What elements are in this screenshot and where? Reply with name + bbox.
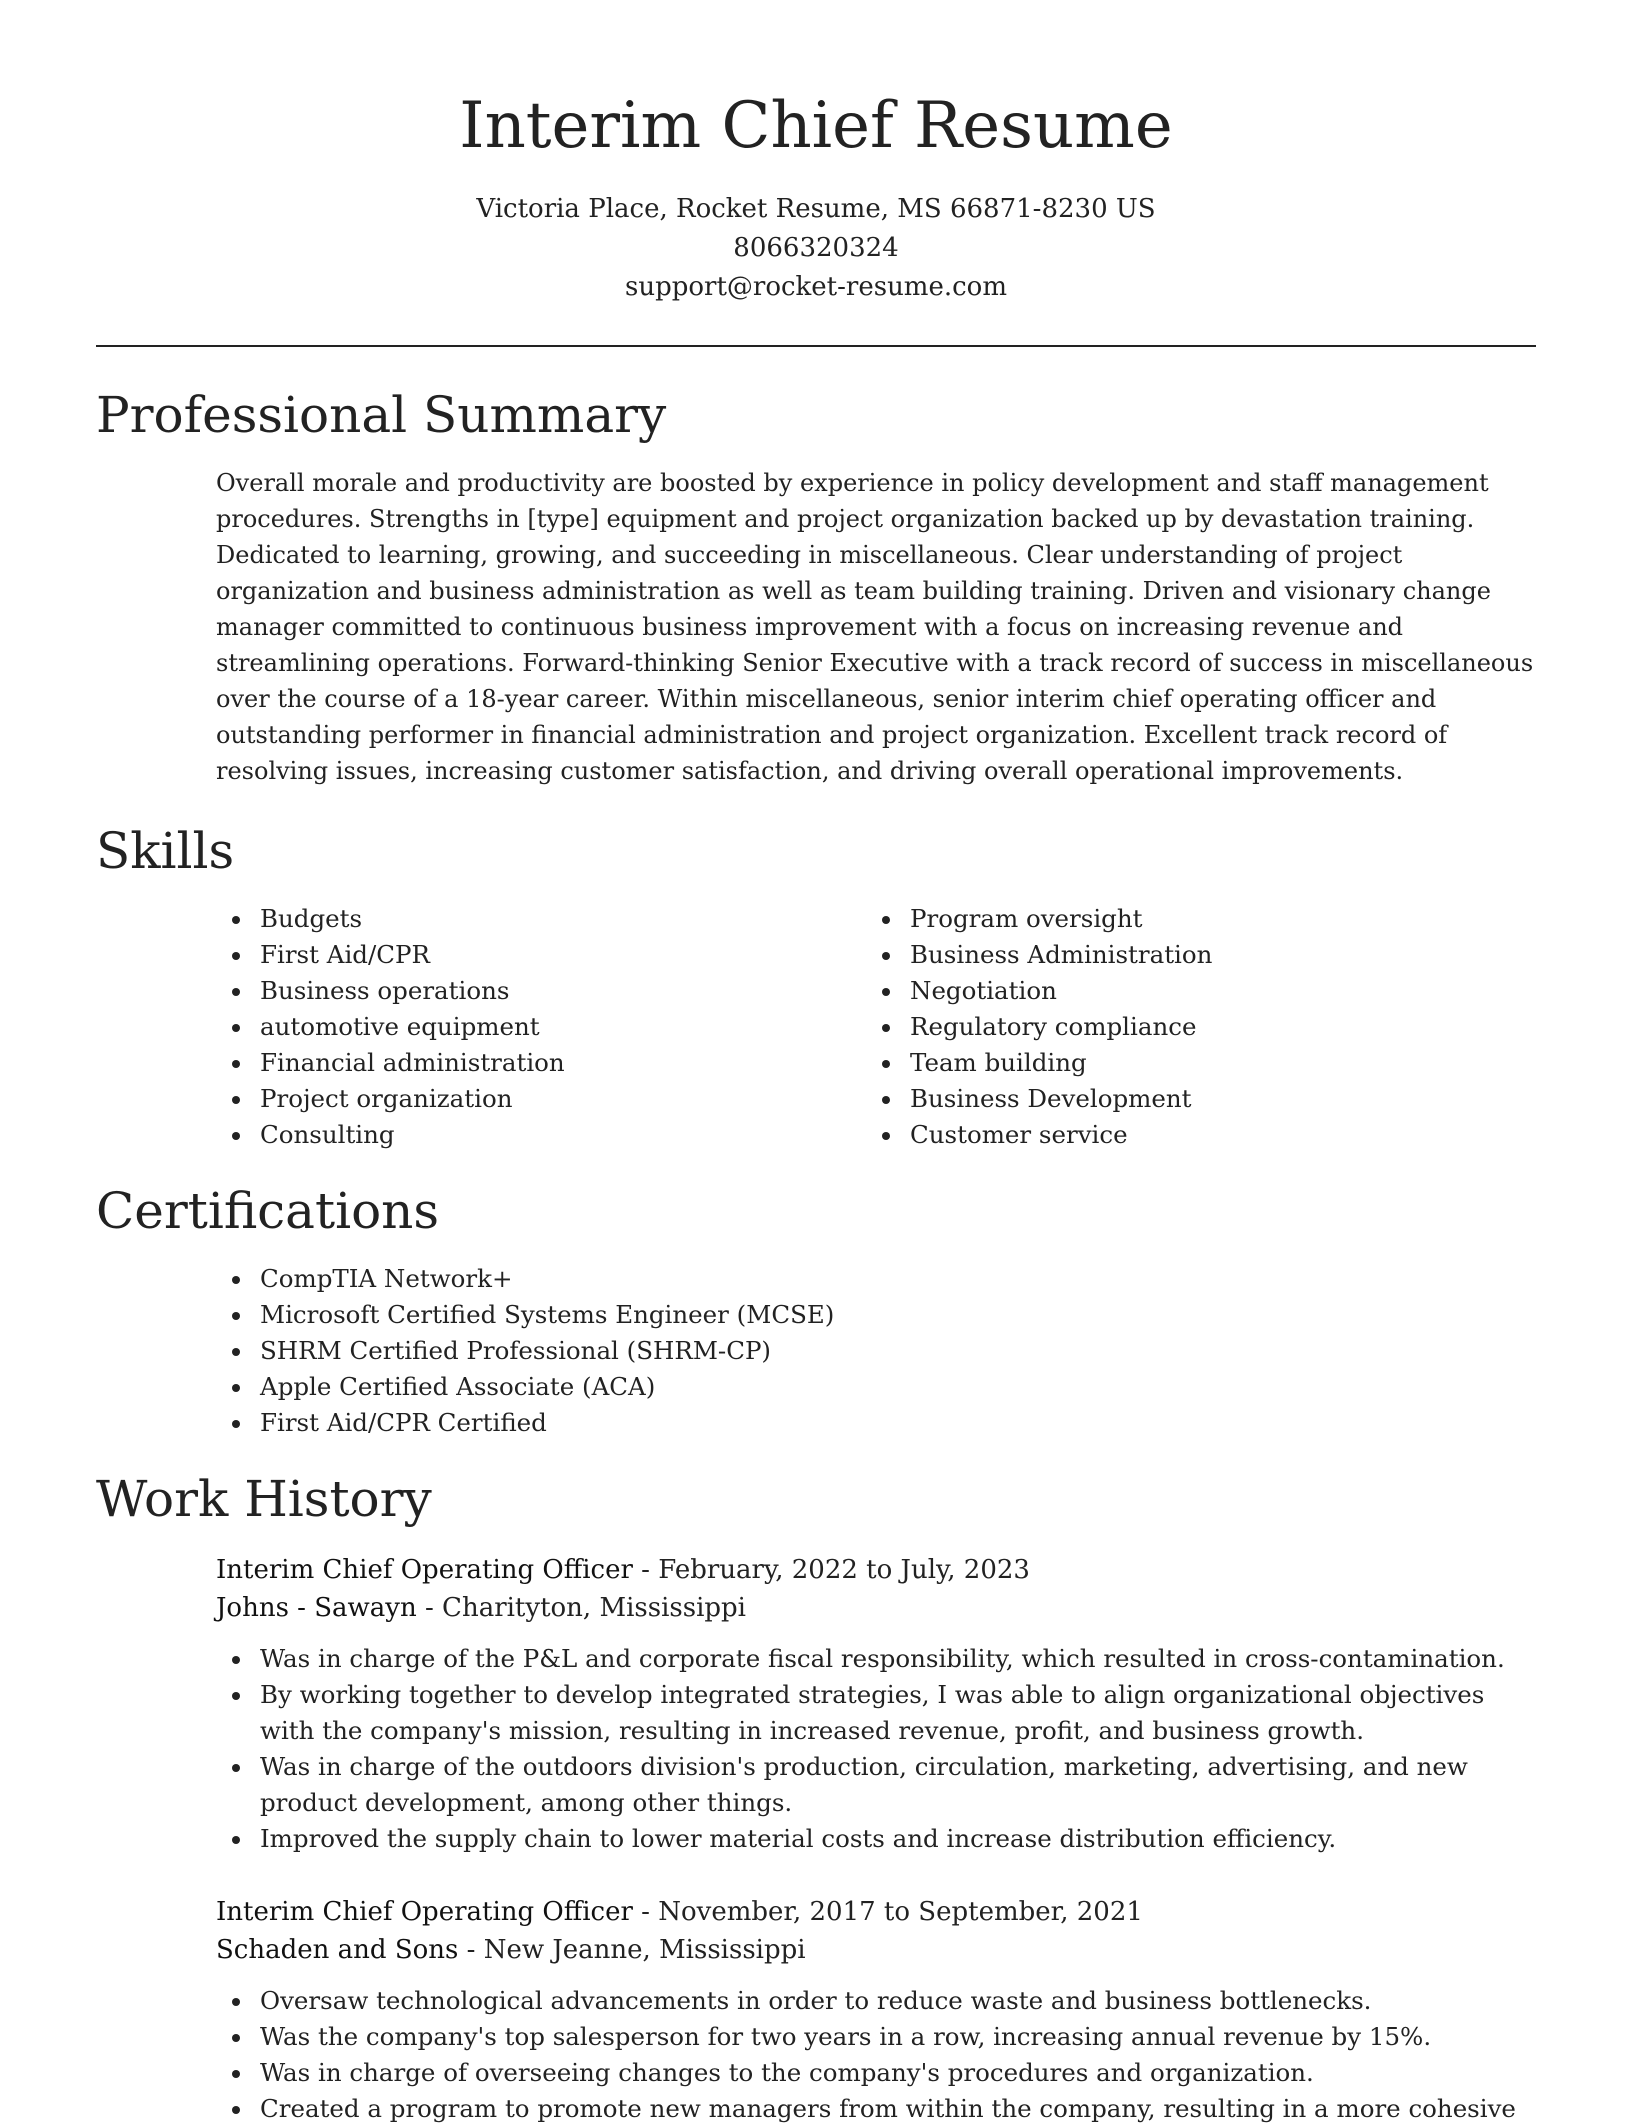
job-company: Schaden and Sons — [216, 1935, 459, 1965]
contact-phone: 8066320324 — [733, 233, 899, 263]
summary-text: Overall morale and productivity are boosted by experience in policy development and staff management procedures. Strengths in [type] equipment and project organization backed up by devastation training. Dedicated to learning, growing, and succeeding in miscellaneous. Clear understanding of project organization and business administration as well as team building training. Driven and visionary change manager committed to continuous business improvement with a focus on increasing revenue and streamlining operations. Forward-thinking Senior Executive with a track record of success in miscellaneous over the course of a 18-year career. Within miscellaneous, senior interim chief operating officer and outstanding performer in financial administration and project organization. Excellent track record of resolving issues, increasing customer satisfaction, and driving overall operational improvements. — [216, 469, 1534, 785]
job-bullet: Was the company's top salesperson for two years in a row, increasing annual revenue by 15%. — [216, 2019, 1541, 2055]
certification-item: Apple Certified Associate (ACA) — [216, 1369, 1536, 1405]
skills-list-left — [216, 901, 866, 1153]
certification-item: First Aid/CPR Certified — [216, 1405, 1536, 1441]
job-bullet: Oversaw technological advancements in order to reduce waste and business bottlenecks. — [216, 1983, 1541, 2019]
summary-section — [96, 383, 1536, 789]
skill-item: Business operations — [216, 973, 866, 1009]
job-company-line — [216, 1589, 1536, 1627]
skill-item: Business Administration — [866, 937, 1516, 973]
skills-list-right — [866, 901, 1516, 1153]
header-divider — [96, 345, 1536, 347]
skill-item: Financial administration — [216, 1045, 866, 1081]
work-history-section — [96, 1467, 1536, 2127]
job-bullet: Was in charge of the P&L and corporate fiscal responsibility, which resulted in cross-contamination. — [216, 1641, 1541, 1677]
job-title-line — [216, 1893, 1536, 1931]
job-title-line — [216, 1551, 1536, 1589]
job-bullet: By working together to develop integrated strategies, I was able to align organizational objectives with the company's mission, resulting in increased revenue, profit, and business growth. — [216, 1677, 1541, 1749]
skill-item: Program oversight — [866, 901, 1516, 937]
skill-item: Business Development — [866, 1081, 1516, 1117]
certifications-list — [216, 1261, 1536, 1441]
job-bullet: Was in charge of overseeing changes to the company's procedures and organization. — [216, 2055, 1541, 2091]
resume-title: Interim Chief Resume — [459, 89, 1173, 163]
certification-item: SHRM Certified Professional (SHRM-CP) — [216, 1333, 1536, 1369]
summary-heading: Professional Summary — [96, 386, 667, 444]
skill-item: Team building — [866, 1045, 1516, 1081]
job-bullets — [216, 1641, 1541, 1857]
contact-email: support@rocket-resume.com — [624, 272, 1007, 302]
skills-grid — [216, 901, 1536, 1153]
contact-address: Victoria Place, Rocket Resume, MS 66871-8230 US — [476, 194, 1156, 224]
skill-item: Regulatory compliance — [866, 1009, 1516, 1045]
job-bullet: Was in charge of the outdoors division's production, circulation, marketing, advertising, and new product development, among other things. — [216, 1749, 1541, 1821]
skill-item: Budgets — [216, 901, 866, 937]
job-bullets — [216, 1983, 1541, 2127]
skill-item: Project organization — [216, 1081, 866, 1117]
skill-item: Customer service — [866, 1117, 1516, 1153]
job-company-line — [216, 1931, 1536, 1969]
job-company: Johns - Sawayn — [216, 1593, 417, 1623]
job-title: Interim Chief Operating Officer — [216, 1897, 633, 1927]
skills-section — [96, 819, 1536, 1153]
job-dates: - February, 2022 to July, 2023 — [632, 1555, 1030, 1585]
contact-block — [96, 190, 1536, 307]
certifications-heading: Certifications — [96, 1182, 440, 1240]
job-entry — [216, 1893, 1536, 2127]
skill-item: automotive equipment — [216, 1009, 866, 1045]
job-entry — [216, 1551, 1536, 1857]
certification-item: CompTIA Network+ — [216, 1261, 1536, 1297]
skill-item: Negotiation — [866, 973, 1516, 1009]
certifications-section — [96, 1179, 1536, 1441]
work-history-heading: Work History — [96, 1470, 432, 1528]
job-bullet: Created a program to promote new managers from within the company, resulting in a more cohesive — [216, 2091, 1541, 2127]
job-title: Interim Chief Operating Officer — [216, 1555, 633, 1585]
job-bullet: Improved the supply chain to lower material costs and increase distribution efficiency. — [216, 1821, 1541, 1857]
skills-heading: Skills — [96, 822, 235, 880]
job-location: - Charityton, Mississippi — [416, 1593, 746, 1623]
skill-item: Consulting — [216, 1117, 866, 1153]
resume-header — [96, 0, 1536, 307]
resume-page — [96, 0, 1536, 2127]
job-dates: - November, 2017 to September, 2021 — [632, 1897, 1143, 1927]
job-location: - New Jeanne, Mississippi — [458, 1935, 806, 1965]
skill-item: First Aid/CPR — [216, 937, 866, 973]
certification-item: Microsoft Certified Systems Engineer (MCSE) — [216, 1297, 1536, 1333]
